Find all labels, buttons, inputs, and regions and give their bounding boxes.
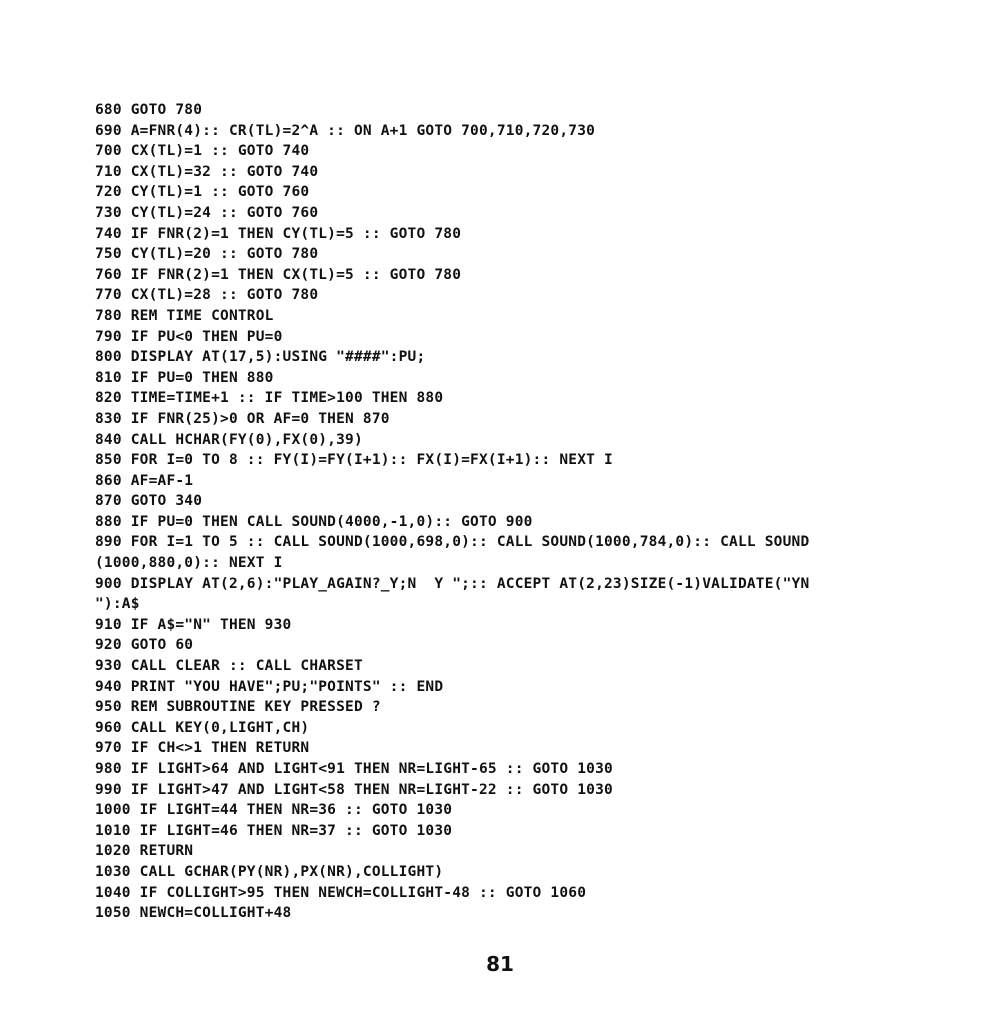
code-line: 740 IF FNR(2)=1 THEN CY(TL)=5 :: GOTO 780 (95, 225, 462, 242)
code-line: 790 IF PU<0 THEN PU=0 (95, 328, 283, 345)
code-line: 880 IF PU=0 THEN CALL SOUND(4000,-1,0):: GOTO 900 (95, 513, 533, 530)
code-line: 760 IF FNR(2)=1 THEN CX(TL)=5 :: GOTO 780 (95, 266, 462, 283)
code-line: 1050 NEWCH=COLLIGHT+48 (95, 905, 292, 922)
code-line: 980 IF LIGHT>64 AND LIGHT<91 THEN NR=LIGHT-65 :: GOTO 1030 (95, 761, 613, 777)
code-line: 850 FOR I=0 TO 8 :: FY(I)=FY(I+1):: FX(I)=FX(I+1):: NEXT I (95, 452, 613, 469)
code-line: 770 CX(TL)=28 :: GOTO 780 (95, 287, 319, 304)
code-line: 800 DISPLAY AT(17,5):USING "####":PU; (95, 349, 426, 366)
code-line: (1000,880,0):: NEXT I (95, 555, 283, 572)
code-line: 910 IF A$="N" THEN 930 (95, 616, 292, 633)
code-line: 700 CX(TL)=1 :: GOTO 740 (95, 143, 310, 160)
code-line: 720 CY(TL)=1 :: GOTO 760 (95, 184, 310, 201)
code-line: 860 AF=AF-1 (95, 472, 194, 489)
code-line: 930 CALL CLEAR :: CALL CHARSET (95, 658, 363, 675)
code-line: 690 A=FNR(4):: CR(TL)=2^A :: ON A+1 GOTO 700,710,720,730 (95, 122, 596, 139)
code-line: 970 IF CH<>1 THEN RETURN (95, 740, 310, 757)
code-line: 1040 IF COLLIGHT>95 THEN NEWCH=COLLIGHT-48 :: GOTO 1060 (95, 884, 587, 901)
code-line: 840 CALL HCHAR(FY(0),FX(0),39) (95, 431, 363, 448)
code-line: 1030 CALL GCHAR(PY(NR),PX(NR),COLLIGHT) (95, 863, 444, 880)
code-line: 810 IF PU=0 THEN 880 (95, 369, 274, 386)
code-line: 780 REM TIME CONTROL (95, 307, 274, 324)
code-line: 940 PRINT "YOU HAVE";PU;"POINTS" :: END (95, 678, 444, 695)
code-line: 830 IF FNR(25)>0 OR AF=0 THEN 870 (95, 410, 390, 427)
code-line: 990 IF LIGHT>47 AND LIGHT<58 THEN NR=LIGHT-22 :: GOTO 1030 (95, 781, 613, 798)
code-line: 820 TIME=TIME+1 :: IF TIME>100 THEN 880 (95, 390, 444, 407)
code-line: 960 CALL KEY(0,LIGHT,CH) (95, 719, 310, 736)
code-line: "):A$ (95, 596, 140, 613)
code-line: 890 FOR I=1 TO 5 :: CALL SOUND(1000,698,0):: CALL SOUND(1000,784,0):: CALL SOUND (95, 534, 810, 551)
code-line: 950 REM SUBROUTINE KEY PRESSED ? (95, 699, 381, 716)
code-line: 730 CY(TL)=24 :: GOTO 760 (95, 204, 319, 221)
code-line: 1010 IF LIGHT=46 THEN NR=37 :: GOTO 1030 (95, 822, 453, 839)
code-listing (95, 100, 985, 924)
code-line: 710 CX(TL)=32 :: GOTO 740 (95, 163, 319, 180)
code-line: 900 DISPLAY AT(2,6):"PLAY_AGAIN?_Y;N Y ";:: ACCEPT AT(2,23)SIZE(-1)VALIDATE("YN (95, 575, 810, 592)
code-line: 870 GOTO 340 (95, 493, 203, 510)
code-line: 920 GOTO 60 (95, 637, 194, 654)
code-line: 1000 IF LIGHT=44 THEN NR=36 :: GOTO 1030 (95, 802, 453, 819)
code-line: 1020 RETURN (95, 843, 194, 860)
page-number: 81 (486, 952, 514, 976)
code-line: 680 GOTO 780 (95, 102, 203, 118)
code-line: 750 CY(TL)=20 :: GOTO 780 (95, 246, 319, 263)
